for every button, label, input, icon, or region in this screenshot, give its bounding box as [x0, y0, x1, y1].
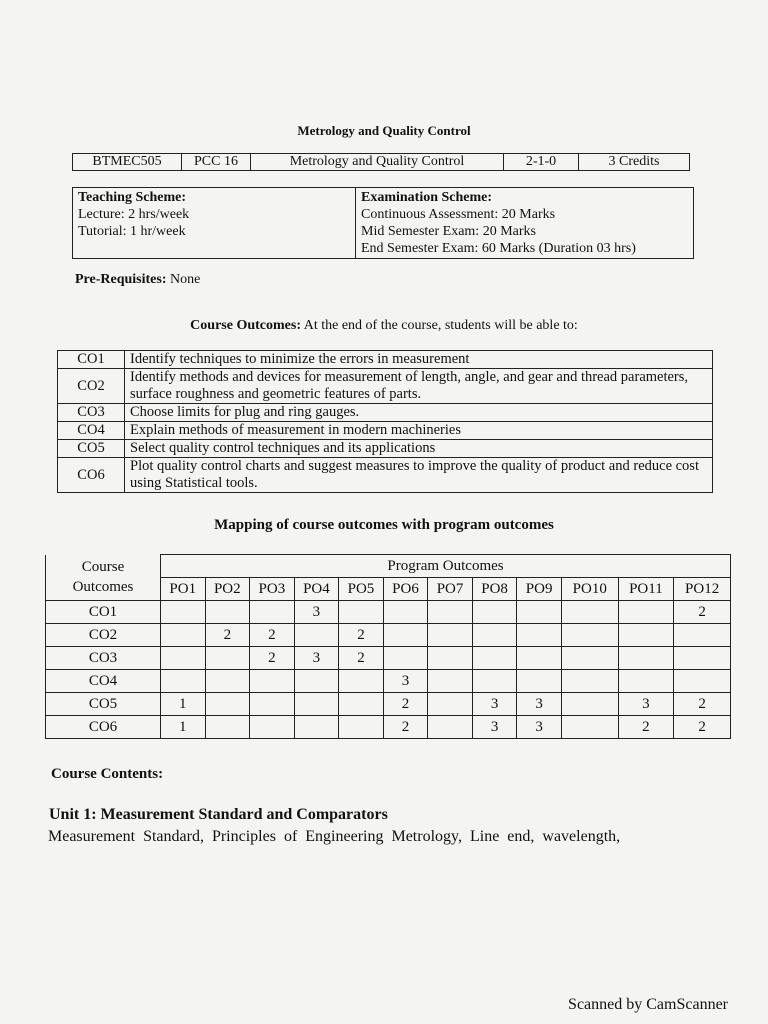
co-text: Choose limits for plug and ring gauges.	[125, 404, 713, 422]
mapping-cell	[205, 670, 250, 693]
mapping-cell	[205, 647, 250, 670]
mapping-cell	[561, 601, 618, 624]
po-label: PO11	[618, 578, 674, 601]
table-row	[58, 458, 713, 493]
mapping-cell: 2	[250, 624, 295, 647]
po-label: PO6	[383, 578, 428, 601]
mapping-cell	[294, 693, 339, 716]
exam-line-ca: Continuous Assessment: 20 Marks	[361, 207, 556, 222]
examination-scheme	[356, 188, 694, 259]
po-label: PO3	[250, 578, 295, 601]
mapping-cell	[517, 670, 562, 693]
co-text: Identify techniques to minimize the errors in measurement	[125, 351, 713, 369]
program-outcomes-header: Program Outcomes	[161, 555, 731, 578]
po-label: PO10	[561, 578, 618, 601]
mapping-co-code: CO2	[46, 624, 161, 647]
mapping-cell: 2	[339, 647, 384, 670]
co-text: Select quality control techniques and its applications	[125, 440, 713, 458]
mapping-cell: 3	[517, 716, 562, 739]
mapping-cell	[161, 601, 206, 624]
mapping-cell	[472, 601, 517, 624]
unit-1-title: Unit 1: Measurement Standard and Comparators	[49, 806, 388, 823]
unit-1-text: Measurement Standard, Principles of Engineering Metrology, Line end, wavelength,	[48, 828, 621, 845]
prereq-value: None	[166, 272, 201, 287]
mapping-cell	[428, 670, 473, 693]
mapping-cell: 2	[250, 647, 295, 670]
exam-scheme-heading: Examination Scheme:	[361, 190, 493, 205]
course-outcomes-table	[57, 350, 713, 493]
mapping-cell	[517, 647, 562, 670]
table-row	[46, 647, 731, 670]
table-row	[46, 670, 731, 693]
mapping-cell	[428, 693, 473, 716]
co-text: Identify methods and devices for measurement of length, angle, and gear and thread parameters, surface roughness and geometric features of parts.	[125, 369, 713, 404]
mapping-cell	[472, 647, 517, 670]
mapping-heading: Mapping of course outcomes with program outcomes	[214, 517, 554, 533]
mapping-cell	[561, 716, 618, 739]
mapping-cell	[674, 647, 731, 670]
mapping-co-code: CO3	[46, 647, 161, 670]
table-header-row	[46, 555, 731, 578]
co-text: Plot quality control charts and suggest measures to improve the quality of product and reduce cost using Statistical tools.	[125, 458, 713, 493]
co-heading-bold: Course Outcomes:	[190, 318, 301, 333]
mapping-cell	[561, 693, 618, 716]
scanner-watermark: Scanned by CamScanner	[568, 996, 728, 1013]
mapping-cell: 3	[294, 647, 339, 670]
mapping-cell: 2	[674, 601, 731, 624]
course-ltp: 2-1-0	[504, 154, 579, 171]
mapping-cell	[294, 624, 339, 647]
course-credits: 3 Credits	[579, 154, 690, 171]
co-code: CO5	[58, 440, 125, 458]
po-label: PO12	[674, 578, 731, 601]
exam-line-end: End Semester Exam: 60 Marks (Duration 03 hrs)	[361, 241, 636, 256]
table-row	[46, 624, 731, 647]
teaching-scheme-heading: Teaching Scheme:	[78, 190, 186, 205]
table-row	[58, 440, 713, 458]
mapping-cell: 1	[161, 693, 206, 716]
mapping-cell	[428, 716, 473, 739]
mapping-co-code: CO6	[46, 716, 161, 739]
co-heading-rest: At the end of the course, students will be able to:	[300, 318, 578, 333]
mapping-cell	[205, 693, 250, 716]
mapping-cell	[250, 670, 295, 693]
mapping-cell	[618, 647, 674, 670]
mapping-cell: 2	[383, 716, 428, 739]
mapping-cell: 2	[618, 716, 674, 739]
mapping-cell: 2	[674, 693, 731, 716]
mapping-cell	[205, 601, 250, 624]
co-code: CO4	[58, 422, 125, 440]
table-row	[46, 693, 731, 716]
mapping-cell: 2	[339, 624, 384, 647]
mapping-cell	[517, 624, 562, 647]
mapping-cell: 3	[383, 670, 428, 693]
co-code: CO6	[58, 458, 125, 493]
mapping-cell	[618, 670, 674, 693]
prerequisites	[75, 272, 200, 288]
table-row	[46, 716, 731, 739]
mapping-cell: 3	[472, 693, 517, 716]
scheme-table	[72, 187, 694, 259]
mapping-co-code: CO4	[46, 670, 161, 693]
mapping-cell	[250, 693, 295, 716]
mapping-cell: 3	[294, 601, 339, 624]
course-header-line1: Course	[81, 559, 125, 576]
mapping-cell	[205, 716, 250, 739]
teaching-line-tutorial: Tutorial: 1 hr/week	[78, 224, 186, 239]
teaching-scheme	[73, 188, 356, 259]
mapping-cell	[674, 670, 731, 693]
po-label: PO1	[161, 578, 206, 601]
mapping-cell	[383, 647, 428, 670]
course-header-line2: Outcomes	[72, 579, 134, 596]
mapping-cell	[517, 601, 562, 624]
mapping-cell: 3	[472, 716, 517, 739]
mapping-cell	[383, 601, 428, 624]
course-contents-heading: Course Contents:	[51, 766, 164, 782]
mapping-cell	[428, 601, 473, 624]
course-outcomes-heading	[0, 318, 768, 334]
table-row	[58, 351, 713, 369]
po-label: PO5	[339, 578, 384, 601]
mapping-cell	[161, 624, 206, 647]
table-row	[58, 422, 713, 440]
po-label: PO9	[517, 578, 562, 601]
po-label: PO8	[472, 578, 517, 601]
po-label: PO2	[205, 578, 250, 601]
exam-line-mid: Mid Semester Exam: 20 Marks	[361, 224, 536, 239]
mapping-cell	[561, 624, 618, 647]
teaching-line-lecture: Lecture: 2 hrs/week	[78, 207, 190, 222]
po-label: PO4	[294, 578, 339, 601]
table-row	[58, 369, 713, 404]
co-code: CO3	[58, 404, 125, 422]
course-info-table	[72, 153, 690, 171]
mapping-cell	[294, 670, 339, 693]
mapping-cell	[472, 624, 517, 647]
mapping-cell	[618, 601, 674, 624]
table-row	[58, 404, 713, 422]
mapping-cell: 1	[161, 716, 206, 739]
mapping-cell	[294, 716, 339, 739]
mapping-cell	[339, 716, 384, 739]
mapping-cell	[674, 624, 731, 647]
mapping-cell	[618, 624, 674, 647]
mapping-co-code: CO5	[46, 693, 161, 716]
course-outcomes-header	[46, 555, 161, 601]
co-code: CO2	[58, 369, 125, 404]
mapping-cell	[250, 716, 295, 739]
mapping-cell	[161, 670, 206, 693]
mapping-cell	[383, 624, 428, 647]
course-category: PCC 16	[182, 154, 251, 171]
mapping-cell	[250, 601, 295, 624]
mapping-cell	[161, 647, 206, 670]
mapping-cell	[561, 670, 618, 693]
mapping-cell: 3	[618, 693, 674, 716]
po-label: PO7	[428, 578, 473, 601]
document-title: Metrology and Quality Control	[297, 123, 471, 138]
mapping-cell: 3	[517, 693, 562, 716]
mapping-cell	[472, 670, 517, 693]
mapping-co-code: CO1	[46, 601, 161, 624]
mapping-cell: 2	[383, 693, 428, 716]
mapping-cell	[428, 624, 473, 647]
mapping-cell	[339, 670, 384, 693]
co-code: CO1	[58, 351, 125, 369]
course-name: Metrology and Quality Control	[251, 154, 504, 171]
mapping-cell: 2	[205, 624, 250, 647]
co-po-mapping-table	[45, 554, 731, 739]
mapping-cell	[339, 601, 384, 624]
table-row	[46, 601, 731, 624]
prereq-label: Pre-Requisites:	[75, 272, 167, 287]
mapping-cell	[428, 647, 473, 670]
course-code: BTMEC505	[73, 154, 182, 171]
mapping-cell	[339, 693, 384, 716]
co-text: Explain methods of measurement in modern machineries	[125, 422, 713, 440]
mapping-cell: 2	[674, 716, 731, 739]
mapping-cell	[561, 647, 618, 670]
